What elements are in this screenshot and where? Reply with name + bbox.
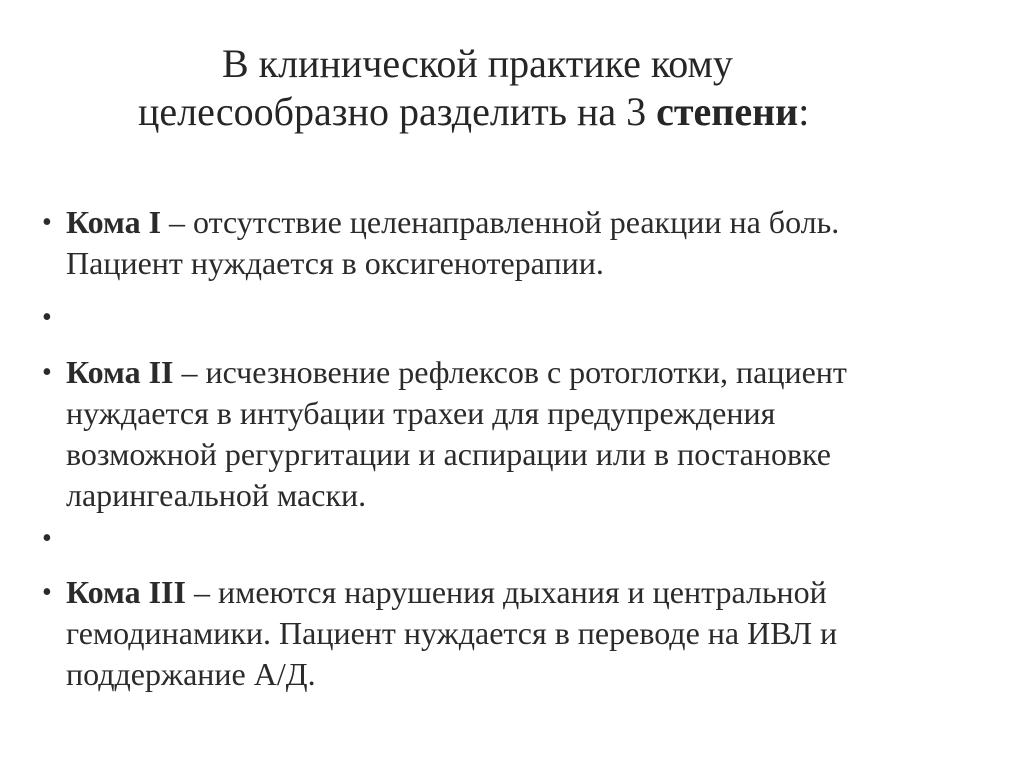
item-heading: Кома II (66, 354, 174, 390)
item-text-segment: – имеются нарушения дыхания и центральной (185, 574, 827, 610)
item-heading: Кома III (66, 574, 186, 610)
list-item-text (66, 572, 986, 695)
bullet-icon: • (42, 207, 52, 238)
list-item-line (66, 352, 986, 393)
title-line-2 (138, 88, 809, 136)
bullet-icon: • (42, 357, 52, 388)
list-item-line: поддержание А/Д. (66, 656, 316, 692)
title-line-2-suffix: : (798, 89, 810, 134)
item-text-segment: – отсутствие целенаправленной реакции на боль. (161, 204, 840, 240)
bullet-icon: • (42, 302, 52, 333)
list-item-line (66, 572, 986, 613)
list-item-line: возможной регургитации и аспирации или в постановке (66, 436, 831, 472)
bullet-icon: • (42, 523, 52, 554)
list-item-line (66, 202, 986, 243)
list-item-line: Пациент нуждается в оксигенотерапии. (66, 245, 604, 281)
title-line-2-prefix: целесообразно разделить на 3 (138, 89, 657, 134)
list-item-text (66, 202, 986, 284)
item-heading: Кома I (66, 204, 162, 240)
bullet-icon: • (42, 577, 52, 608)
title-line-1: В клинической практике кому (222, 41, 733, 86)
list-item-line: нуждается в интубации трахеи для предупреждения (66, 395, 776, 431)
list-item-line: гемодинамики. Пациент нуждается в переводе на ИВЛ и (66, 615, 838, 651)
list-item-text (66, 352, 986, 516)
item-text-segment: – исчезновение рефлексов с ротоглотки, пациент (173, 354, 847, 390)
list-item-line: ларингеальной маски. (66, 477, 367, 513)
title-emphasis: степени (656, 89, 799, 134)
